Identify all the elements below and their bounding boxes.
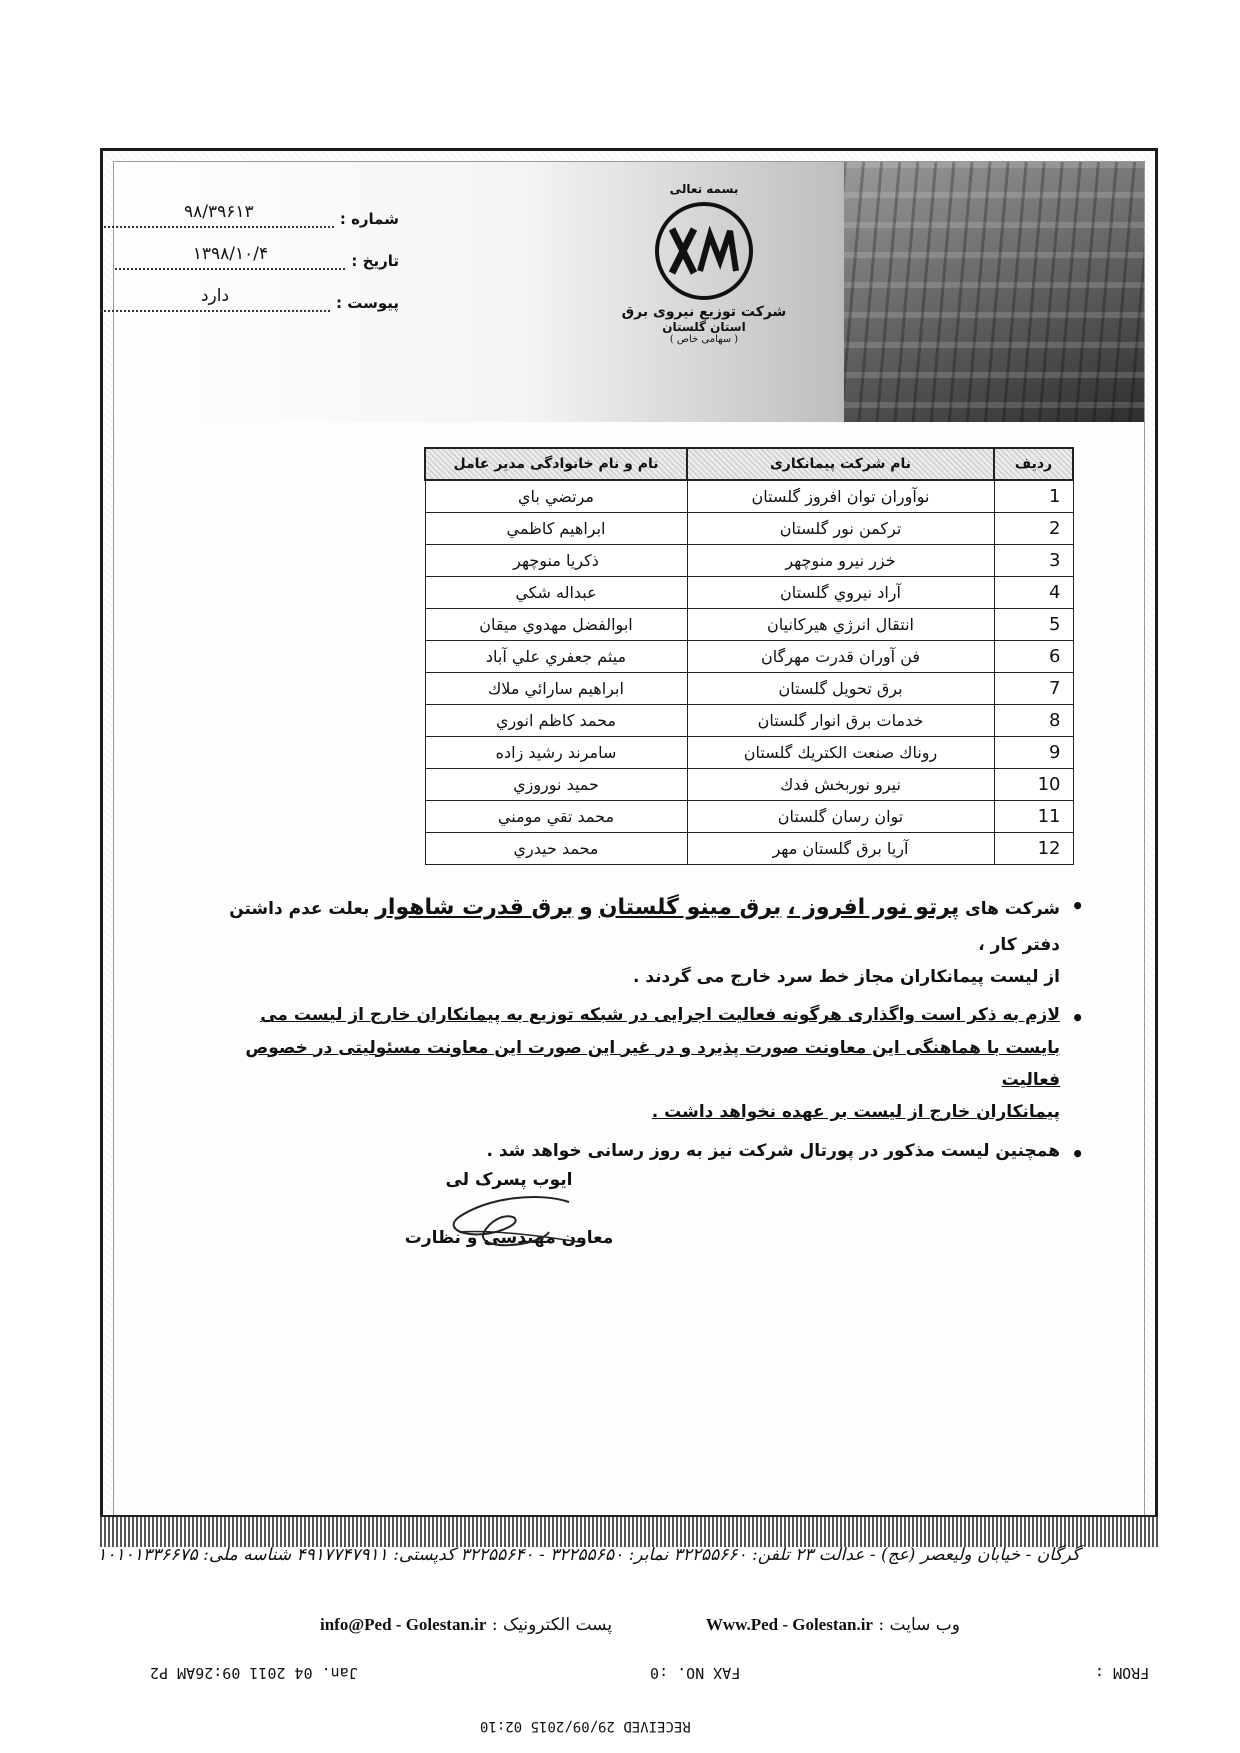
table-row <box>425 833 1073 865</box>
company-name: آراد نيروي گلستان <box>687 577 994 609</box>
manager-name: ابراهيم سارائي ملاك <box>425 673 687 705</box>
manager-name: عبداله شكي <box>425 577 687 609</box>
table-row <box>425 769 1073 801</box>
footer-contacts <box>320 1615 960 1635</box>
logo-top-text: بسمه تعالی <box>669 182 739 196</box>
signatory-title: معاون مهندسی و نظارت <box>404 1228 614 1248</box>
table-row <box>425 737 1073 769</box>
manager-name: ذكريا منوچهر <box>425 545 687 577</box>
fax-date: Jan. 04 2011 09:26AM P2 <box>150 1664 358 1682</box>
date-label: تاریخ : <box>351 252 399 270</box>
website-label: وب سایت : <box>878 1615 960 1635</box>
company-name: فن آوران قدرت مهرگان <box>687 641 994 673</box>
table-row <box>425 577 1073 609</box>
note1-and: و <box>579 895 593 920</box>
footer-divider <box>100 1515 1158 1547</box>
company-name: روناك صنعت الكتريك گلستان <box>687 737 994 769</box>
footer-address: گرگان - خیابان ولیعصر (عج) - عدالت ۲۳ تلفن: ۳۲۲۵۵۶۶۰ نمابر: ۳۲۲۵۵۶۵۰ - ۳۲۲۵۵۶۴۰ کدپستی: ۴۹۱۷۷۴۷۹۱۱ شناسه ملی: ۱۰۱۰۱۳۳۶۶۷۵ <box>97 1545 1080 1565</box>
note1-suffix: بعلت عدم داشتن دفتر کار ، <box>229 899 1060 955</box>
header-photo <box>844 162 1144 422</box>
letter-body <box>113 161 1145 1539</box>
company-name: ترکمن نور گلستان <box>687 513 994 545</box>
letter-number <box>104 202 399 228</box>
note-coordination <box>204 999 1084 1128</box>
email-label: پست الکترونیک : <box>491 1615 613 1635</box>
company-name: خزر نيرو منوچهر <box>687 545 994 577</box>
table-row <box>425 609 1073 641</box>
logo-company-type: ( سهامی خاص ) <box>669 334 739 345</box>
company-name: نوآوران توان افروز گلستان <box>687 480 994 513</box>
row-number: 7 <box>994 673 1073 705</box>
number-label: شماره : <box>339 210 399 228</box>
row-number: 6 <box>994 641 1073 673</box>
letterhead-frame <box>100 148 1158 1539</box>
table-header-row <box>425 448 1073 480</box>
company-name: برق تحويل گلستان <box>687 673 994 705</box>
row-number: 9 <box>994 737 1073 769</box>
table-row <box>425 641 1073 673</box>
note1-company-2: برق مینو گلستان <box>598 895 782 920</box>
manager-name: مرتضي باي <box>425 480 687 513</box>
manager-name: حميد نوروزي <box>425 769 687 801</box>
note2-line1: لازم به ذکر است واگذاری هرگونه فعالیت اجرایی در شبکه توزیع به پیمانکاران خارج از لیست می <box>260 1005 1060 1026</box>
notes-section <box>204 887 1084 1173</box>
table-row <box>425 480 1073 513</box>
header-manager: نام و نام خانوادگی مدیر عامل <box>425 448 687 480</box>
manager-name: محمد حيدري <box>425 833 687 865</box>
contractors-table <box>424 447 1074 865</box>
signatory-name: ایوب پسرک لی <box>445 1170 573 1190</box>
email-link: info@Ped - Golestan.ir <box>320 1615 487 1634</box>
note-removed-companies <box>204 887 1084 993</box>
attachment-value: دارد <box>100 286 330 312</box>
row-number: 5 <box>994 609 1073 641</box>
letter-attachment <box>100 286 399 312</box>
row-number: 11 <box>994 801 1073 833</box>
fax-received: RECEIVED 29/09/2015 02:10 <box>480 1718 691 1734</box>
note2-line3: پیمانکاران خارج از لیست بر عهده نخواهد داشت . <box>651 1102 1060 1123</box>
logo-company-name: شرکت توزیع نیروی برق <box>621 304 787 320</box>
row-number: 10 <box>994 769 1073 801</box>
header-company: نام شرکت پیمانکاری <box>687 448 994 480</box>
table-row <box>425 513 1073 545</box>
date-value: ۱۳۹۸/۱۰/۴ <box>115 244 345 270</box>
row-number: 2 <box>994 513 1073 545</box>
footer-website <box>706 1615 960 1635</box>
lightning-emblem-icon <box>664 221 744 281</box>
letter-date <box>115 244 399 270</box>
row-number: 3 <box>994 545 1073 577</box>
manager-name: ابراهيم كاظمي <box>425 513 687 545</box>
manager-name: محمد كاظم انوري <box>425 705 687 737</box>
company-name: توان رسان گلستان <box>687 801 994 833</box>
table-row <box>425 801 1073 833</box>
fax-number: FAX NO. :0 <box>650 1664 741 1682</box>
note1-company-3: برق قدرت شاهوار <box>375 895 574 920</box>
note1-prefix: شرکت های <box>965 899 1060 919</box>
row-number: 1 <box>994 480 1073 513</box>
handwritten-signature-icon <box>399 1172 619 1262</box>
attachment-label: پیوست : <box>335 294 399 312</box>
company-name: خدمات برق انوار گلستان <box>687 705 994 737</box>
note2-line2: بایست با هماهنگی این معاونت صورت پذیرد و در غیر این صورت این معاونت مسئولیتی در خصوص فعالیت <box>245 1037 1060 1090</box>
company-name: نيرو نوربخش فدك <box>687 769 994 801</box>
footer-email <box>320 1615 612 1635</box>
company-logo <box>594 182 814 345</box>
header-row-number: ردیف <box>994 448 1073 480</box>
table-row <box>425 705 1073 737</box>
number-value: ۹۸/۳۹۶۱۳ <box>104 202 334 228</box>
row-number: 4 <box>994 577 1073 609</box>
manager-name: محمد تقي مومني <box>425 801 687 833</box>
row-number: 8 <box>994 705 1073 737</box>
logo-province: استان گلستان <box>662 320 746 334</box>
note1-line2: از لیست پیمانکاران مجاز خط سرد خارج می گردند . <box>632 967 1060 988</box>
signature-block <box>399 1162 619 1248</box>
table-row <box>425 673 1073 705</box>
company-name: انتقال انرژي هيركانيان <box>687 609 994 641</box>
table-row <box>425 545 1073 577</box>
note1-company-1: پرتو نور افروز ، <box>787 895 960 920</box>
website-link: Www.Ped - Golestan.ir <box>705 1615 873 1634</box>
logo-emblem-icon <box>655 202 753 300</box>
manager-name: ابوالفضل مهدوي ميقان <box>425 609 687 641</box>
fax-from: FROM : <box>1095 1664 1150 1682</box>
note3-text: همچنین لیست مذکور در پورتال شرکت نیز به روز رسانی خواهد شد . <box>486 1140 1060 1161</box>
row-number: 12 <box>994 833 1073 865</box>
note-portal-update <box>204 1135 1084 1167</box>
manager-name: ميثم جعفري علي آباد <box>425 641 687 673</box>
manager-name: سامرند رشيد زاده <box>425 737 687 769</box>
company-name: آريا برق گلستان مهر <box>687 833 994 865</box>
